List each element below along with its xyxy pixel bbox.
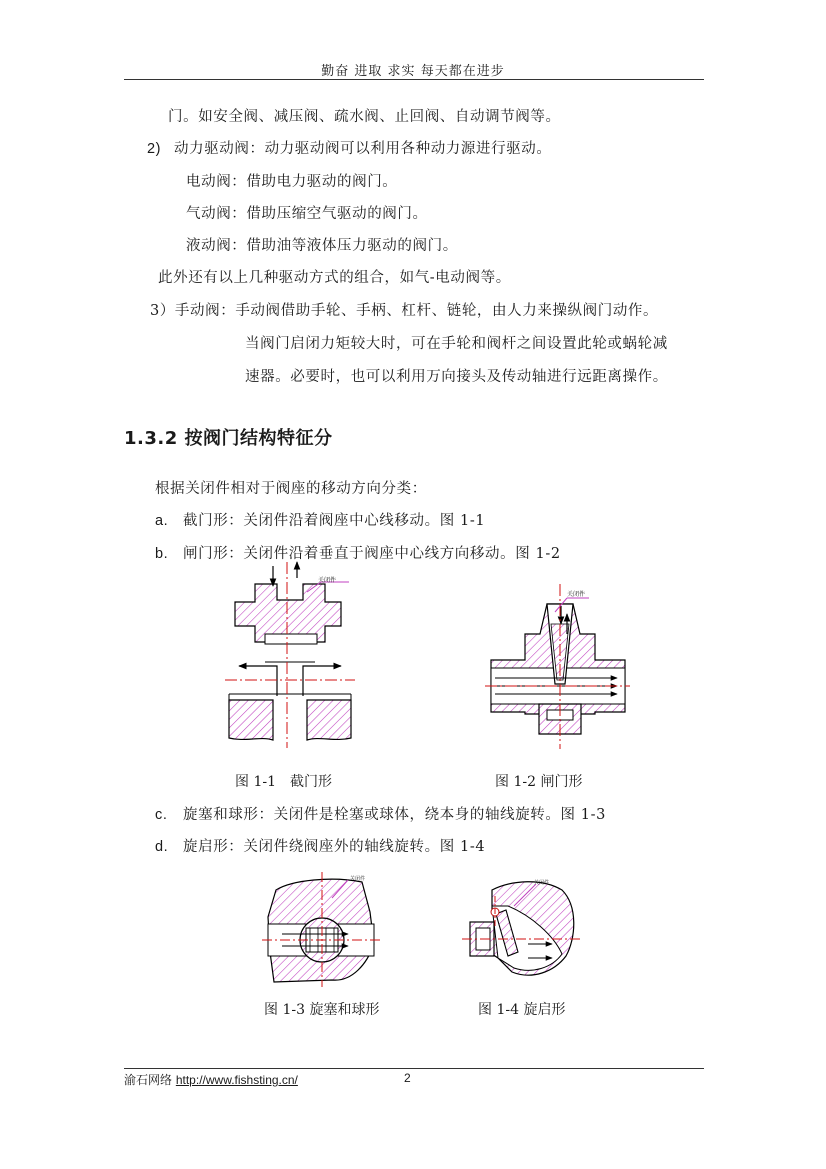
page-header: 勤奋 进取 求实 每天都在进步 — [321, 64, 505, 79]
fig1-closure-label: 关闭件 — [318, 577, 337, 584]
item-d-text: 旋启形：关闭件绕阀座外的轴线旋转。图 1-4 — [183, 839, 486, 855]
item-2-number: 2) — [147, 141, 162, 157]
footer-site-name: 渝石网络 — [124, 1073, 173, 1087]
item-c-text: 旋塞和球形：关闭件是栓塞或球体，绕本身的轴线旋转。图 1-3 — [183, 807, 606, 823]
section-heading: 1.3.2 按阀门结构特征分 — [124, 428, 333, 449]
item-c-marker: c. — [155, 807, 168, 823]
figure-1-1-globe-valve — [225, 562, 355, 752]
item-b-text: 闸门形：关闭件沿着垂直于阀座中心线方向移动。图 1-2 — [183, 546, 561, 562]
figure-1-4-swing-valve — [462, 876, 582, 986]
body-line-1: 门。如安全阀、减压阀、疏水阀、止回阀、自动调节阀等。 — [168, 109, 561, 125]
pneumatic-valve: 气动阀：借助压缩空气驱动的阀门。 — [186, 206, 428, 222]
footer-site — [124, 1071, 298, 1088]
figure-1-2-gate-valve — [485, 584, 630, 749]
figure-1-2-caption: 图 1-2 闸门形 — [495, 774, 583, 790]
combo-drive: 此外还有以上几种驱动方式的组合，如气-电动阀等。 — [158, 270, 511, 286]
electric-valve: 电动阀：借助电力驱动的阀门。 — [186, 174, 398, 190]
figure-1-3-caption: 图 1-3 旋塞和球形 — [264, 1002, 380, 1018]
figure-1-3-plug-valve — [262, 872, 382, 987]
item-d-marker: d. — [155, 839, 169, 855]
header-rule — [124, 79, 704, 80]
figure-1-4-caption: 图 1-4 旋启形 — [478, 1002, 566, 1018]
fig4-closure-label: 关闭件 — [534, 880, 550, 886]
item-b-marker: b. — [155, 546, 169, 562]
item-a-text: 截门形：关闭件沿着阀座中心线移动。图 1-1 — [183, 513, 486, 529]
item-a-marker: a. — [155, 513, 169, 529]
hydraulic-valve: 液动阀：借助油等液体压力驱动的阀门。 — [186, 238, 458, 254]
footer-url-link[interactable]: http://www.fishsting.cn/ — [175, 1073, 298, 1087]
page-number: 2 — [404, 1071, 411, 1085]
item-3-line-3: 速器。必要时，也可以利用万向接头及传动轴进行远距离操作。 — [245, 369, 668, 385]
section-intro: 根据关闭件相对于阀座的移动方向分类： — [155, 481, 427, 497]
item-3-line-2: 当阀门启闭力矩较大时，可在手轮和阀杆之间设置此轮或蜗轮减 — [245, 336, 668, 352]
item-2-text: 动力驱动阀：动力驱动阀可以利用各种动力源进行驱动。 — [174, 141, 552, 157]
fig2-closure-label: 关闭件 — [567, 591, 586, 598]
footer-rule — [124, 1068, 704, 1069]
figure-1-1-caption: 图 1-1 截门形 — [235, 774, 332, 790]
item-3-line-1: 3）手动阀：手动阀借助手轮、手柄、杠杆、链轮，由人力来操纵阀门动作。 — [150, 303, 659, 319]
fig3-closure-label: 关闭件 — [350, 876, 366, 882]
